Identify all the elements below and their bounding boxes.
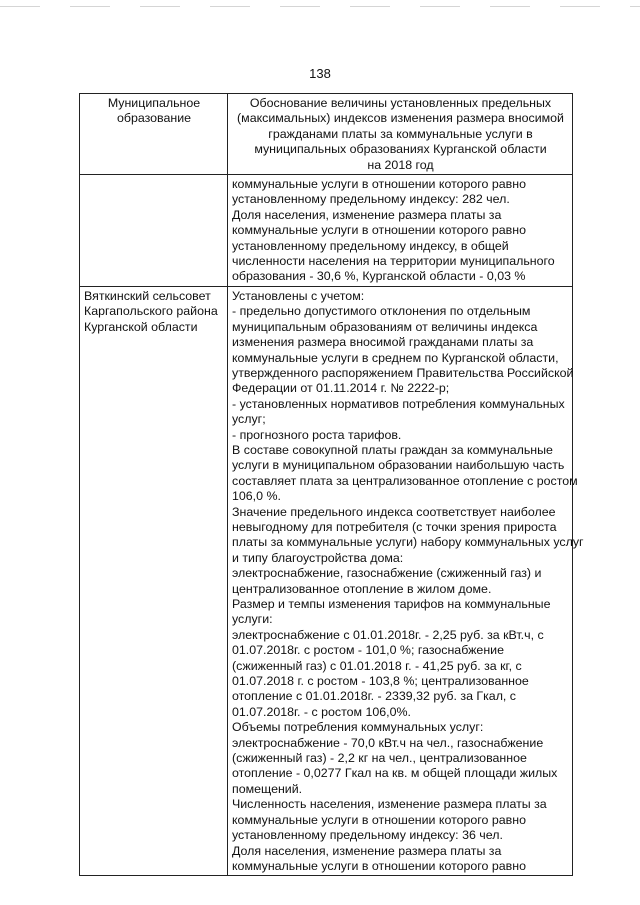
header-justification-text bbox=[232, 96, 569, 173]
text-line: гражданами платы за коммунальные услуги в bbox=[268, 126, 533, 141]
text-line: - прогнозного роста тарифов. bbox=[232, 427, 402, 442]
text-line: установленному предельному индексу: 282 чел. bbox=[232, 192, 510, 207]
text-line: услуги в муниципальном образовании наибольшую часть bbox=[232, 458, 565, 473]
header-municipality bbox=[80, 94, 228, 175]
text-line: коммунальные услуги в отношении которого равно bbox=[232, 223, 526, 238]
text-line: платы за коммунальные услуги) набору коммунальных услуг bbox=[232, 535, 584, 550]
cell-justification bbox=[228, 175, 573, 287]
text-line: централизованное отопление в жилом доме. bbox=[232, 581, 492, 596]
text-line: коммунальные услуги в отношении которого равно bbox=[232, 177, 526, 192]
text-line: Численность населения, изменение размера платы за bbox=[232, 797, 547, 812]
text-line: установленному предельному индексу: 36 чел. bbox=[232, 828, 503, 843]
text-line: отопление - 0,0277 Гкал на кв. м общей площади жилых bbox=[232, 766, 558, 781]
text-line: помещений. bbox=[232, 781, 303, 796]
text-line: Доля населения, изменение размера платы за bbox=[232, 207, 502, 222]
text-line: Каргапольского района bbox=[84, 304, 218, 319]
table-header-row bbox=[80, 94, 573, 175]
text-line: на 2018 год bbox=[367, 157, 434, 172]
text-line: изменения размера вносимой гражданами платы за bbox=[232, 335, 534, 350]
text-line: электроснабжение с 01.01.2018г. - 2,25 руб. за кВт.ч, с bbox=[232, 627, 544, 642]
text-line: Установлены с учетом: bbox=[232, 288, 365, 303]
text-line: 01.07.2018 г. с ростом - 103,8 %; централизованное bbox=[232, 674, 529, 689]
tariff-index-table bbox=[79, 93, 584, 876]
text-line: В составе совокупной платы граждан за коммунальные bbox=[232, 442, 553, 457]
justification-text bbox=[232, 288, 584, 874]
table-row bbox=[80, 286, 573, 875]
page-number: 138 bbox=[309, 66, 331, 81]
municipality-text bbox=[84, 289, 224, 335]
text-line: составляет плата за централизованное отопление с ростом bbox=[232, 473, 578, 488]
scan-artifact-line bbox=[0, 6, 640, 7]
text-line: муниципальным образованиям от величины индекса bbox=[232, 319, 538, 334]
text-line: 106,0 %. bbox=[232, 489, 281, 504]
text-line: услуг; bbox=[232, 412, 266, 427]
text-line: - установленных нормативов потребления коммунальных bbox=[232, 396, 565, 411]
text-line: Размер и темпы изменения тарифов на коммунальные bbox=[232, 597, 551, 611]
text-line: 01.07.2018г. с ростом - 101,0 %; газоснабжение bbox=[232, 643, 504, 658]
text-line: услуги: bbox=[232, 612, 273, 627]
text-line: Объемы потребления коммунальных услуг: bbox=[232, 720, 484, 735]
text-line: Доля населения, изменение размера платы за bbox=[232, 843, 502, 858]
text-line: Значение предельного индекса соответствует наиболее bbox=[232, 504, 556, 519]
cell-municipality bbox=[80, 286, 228, 875]
header-municipality-text bbox=[84, 96, 224, 127]
text-line: утвержденного распоряжением Правительства Российской bbox=[232, 365, 574, 380]
header-justification bbox=[228, 94, 573, 175]
text-line: Вяткинский сельсовет bbox=[84, 288, 211, 303]
text-line: и типу благоустройства дома: bbox=[232, 550, 404, 565]
text-line: (сжиженный газ) - 2,2 кг на чел., централизованное bbox=[232, 751, 527, 766]
text-line: численности населения на территории муниципального bbox=[232, 254, 555, 269]
justification-text bbox=[232, 177, 569, 285]
text-line: коммунальные услуги в отношении которого равно bbox=[232, 812, 526, 827]
text-line: установленному предельному индексу, в общей bbox=[232, 238, 509, 253]
text-line: 01.07.2018г. - с ростом 106,0%. bbox=[232, 704, 411, 719]
text-line: (сжиженный газ) с 01.01.2018 г. - 41,25 руб. за кг, с bbox=[232, 658, 522, 673]
text-line: электроснабжение, газоснабжение (сжиженный газ) и bbox=[232, 566, 542, 581]
text-line: Федерации от 01.11.2014 г. № 2222-р; bbox=[232, 381, 450, 396]
text-line: отопление с 01.01.2018г. - 2339,32 руб. за Гкал, с bbox=[232, 689, 517, 704]
text-line: муниципальных образованиях Курганской области bbox=[254, 142, 547, 157]
text-line: электроснабжение - 70,0 кВт.ч на чел., газоснабжение bbox=[232, 735, 544, 750]
text-line: - предельно допустимого отклонения по отдельным bbox=[232, 304, 531, 319]
text-line: коммунальные услуги в среднем по Курганской области, bbox=[232, 350, 559, 365]
table-row bbox=[80, 175, 573, 287]
text-line: Обоснование величины установленных предельных bbox=[249, 96, 552, 110]
text-line: образование bbox=[116, 111, 192, 126]
text-line: образования - 30,6 %, Курганской области - 0,03 % bbox=[232, 269, 526, 284]
text-line: коммунальные услуги в отношении которого равно bbox=[232, 858, 526, 873]
text-line: невыгодному для потребителя (с точки зрения прироста bbox=[232, 519, 557, 534]
text-line: Муниципальное bbox=[107, 96, 201, 110]
text-line: (максимальных) индексов изменения размера вносимой bbox=[237, 111, 564, 126]
text-line: Курганской области bbox=[84, 319, 198, 334]
cell-justification bbox=[228, 286, 584, 875]
cell-municipality bbox=[80, 175, 228, 287]
